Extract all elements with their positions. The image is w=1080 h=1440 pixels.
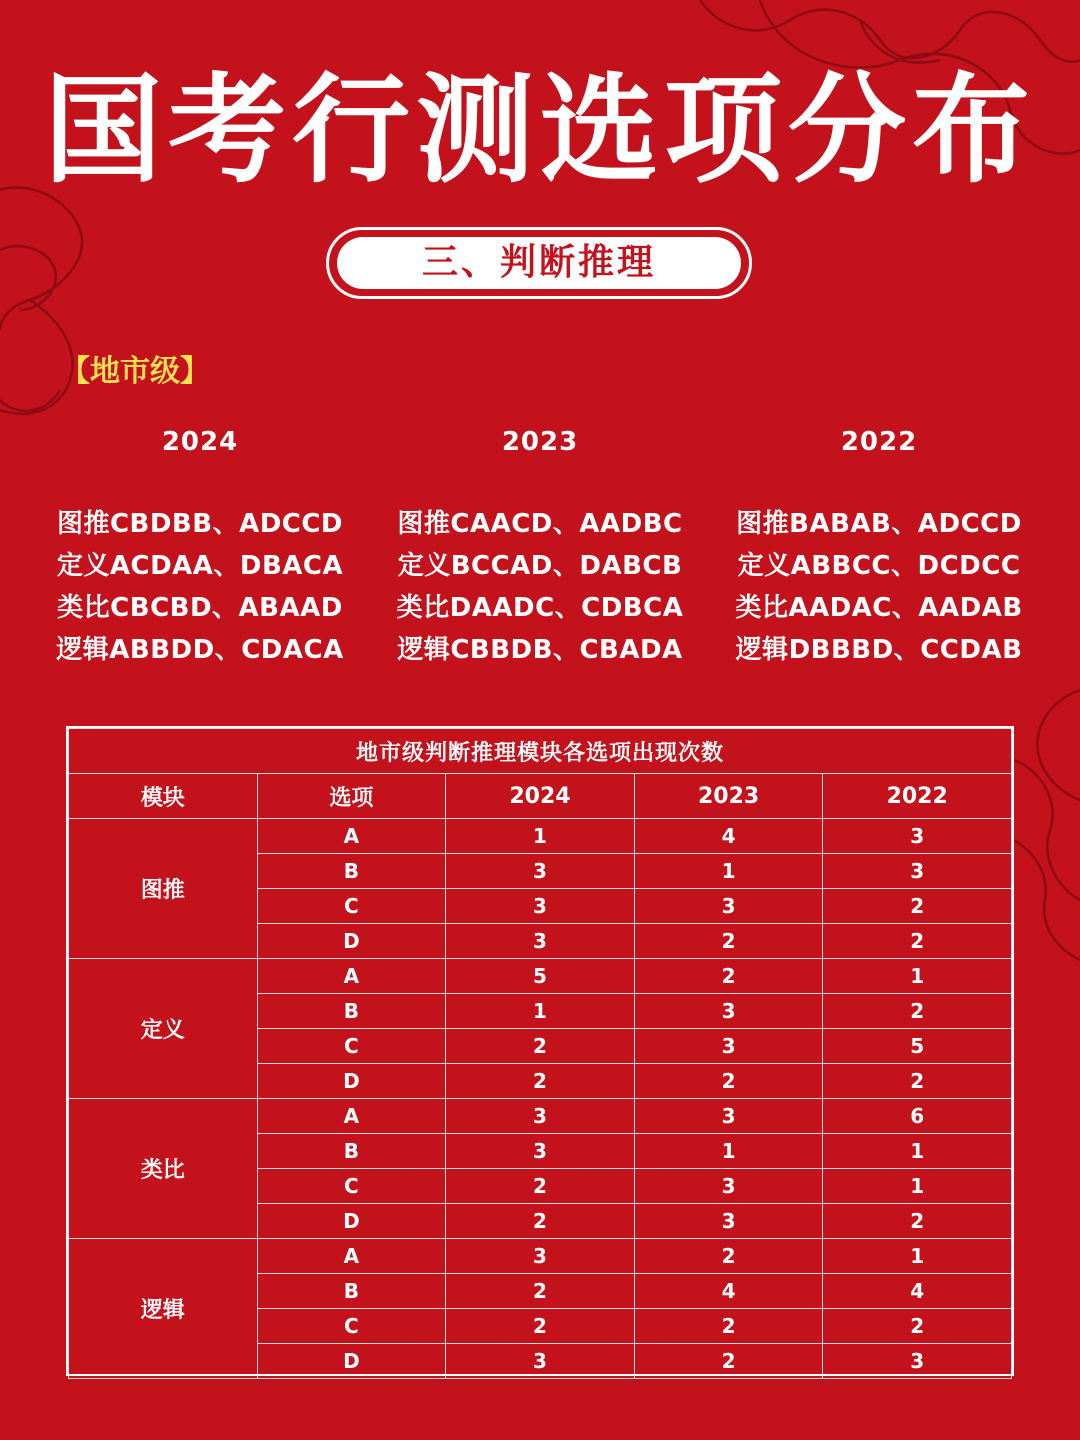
- column-header-2022: 2022: [823, 774, 1012, 819]
- count-cell-2022: 1: [823, 1169, 1012, 1204]
- count-cell-2024: 2: [446, 1204, 635, 1239]
- count-cell-2022: 3: [823, 819, 1012, 854]
- column-header-2023: 2023: [634, 774, 823, 819]
- answer-line: 图推CBDBB、ADCCD: [56, 509, 344, 539]
- count-cell-2022: 2: [823, 994, 1012, 1029]
- count-cell-2024: 3: [446, 1134, 635, 1169]
- count-cell-2023: 1: [634, 1134, 823, 1169]
- option-cell: A: [257, 819, 446, 854]
- count-cell-2024: 3: [446, 1099, 635, 1134]
- answer-line: 逻辑DBBBD、CCDAB: [735, 635, 1023, 665]
- module-name-cell: 定义: [69, 959, 258, 1099]
- option-cell: B: [257, 994, 446, 1029]
- count-cell-2023: 2: [634, 924, 823, 959]
- option-cell: A: [257, 1099, 446, 1134]
- answer-line: 定义BCCAD、DABCB: [397, 551, 683, 581]
- count-cell-2023: 3: [634, 1169, 823, 1204]
- year-headings: [0, 422, 1080, 462]
- count-cell-2023: 2: [634, 1064, 823, 1099]
- count-cell-2024: 3: [446, 889, 635, 924]
- option-cell: A: [257, 959, 446, 994]
- count-cell-2022: 4: [823, 1274, 1012, 1309]
- count-cell-2022: 1: [823, 959, 1012, 994]
- count-cell-2022: 2: [823, 1204, 1012, 1239]
- section-badge: [326, 227, 752, 299]
- option-cell: C: [257, 1309, 446, 1344]
- option-cell: B: [257, 854, 446, 889]
- option-cell: D: [257, 1064, 446, 1099]
- count-cell-2024: 3: [446, 1344, 635, 1379]
- column-header-module: 模块: [69, 774, 258, 819]
- count-cell-2022: 3: [823, 854, 1012, 889]
- table-row: [69, 1099, 1012, 1134]
- answer-line: 定义ACDAA、DBACA: [56, 551, 344, 581]
- answer-line: 图推BABAB、ADCCD: [736, 509, 1022, 539]
- count-cell-2024: 2: [446, 1029, 635, 1064]
- count-cell-2022: 6: [823, 1099, 1012, 1134]
- year-heading-2022: 2022: [840, 427, 918, 457]
- table-row: [69, 819, 1012, 854]
- count-cell-2023: 2: [634, 1239, 823, 1274]
- count-cell-2024: 3: [446, 1239, 635, 1274]
- year-heading-2024: 2024: [161, 427, 239, 457]
- count-cell-2024: 1: [446, 994, 635, 1029]
- count-cell-2024: 2: [446, 1309, 635, 1344]
- level-label: 【地市级】: [60, 354, 210, 389]
- option-cell: C: [257, 889, 446, 924]
- count-cell-2022: 1: [823, 1239, 1012, 1274]
- count-cell-2024: 3: [446, 924, 635, 959]
- count-cell-2023: 4: [634, 819, 823, 854]
- count-cell-2024: 2: [446, 1064, 635, 1099]
- option-cell: C: [257, 1029, 446, 1064]
- module-name-cell: 逻辑: [69, 1239, 258, 1379]
- count-cell-2024: 2: [446, 1169, 635, 1204]
- count-cell-2022: 1: [823, 1134, 1012, 1169]
- count-cell-2023: 2: [634, 1344, 823, 1379]
- count-cell-2022: 3: [823, 1344, 1012, 1379]
- table-caption: 地市级判断推理模块各选项出现次数: [69, 729, 1012, 774]
- option-cell: A: [257, 1239, 446, 1274]
- option-cell: D: [257, 1344, 446, 1379]
- page-title: 国考行测选项分布: [43, 61, 1036, 199]
- table-row: [69, 1239, 1012, 1274]
- count-cell-2023: 2: [634, 1309, 823, 1344]
- section-label: 三、判断推理: [337, 237, 741, 289]
- option-cell: D: [257, 924, 446, 959]
- answer-column-2024: [30, 503, 370, 671]
- answer-line: 类比DAADC、CDBCA: [396, 593, 684, 623]
- count-cell-2022: 2: [823, 924, 1012, 959]
- module-name-cell: 图推: [69, 819, 258, 959]
- count-cell-2022: 2: [823, 1064, 1012, 1099]
- answer-line: 图推CAACD、AADBC: [397, 509, 683, 539]
- module-name-cell: 类比: [69, 1099, 258, 1239]
- count-cell-2023: 3: [634, 1029, 823, 1064]
- count-cell-2024: 3: [446, 854, 635, 889]
- answer-line: 逻辑ABBDD、CDACA: [56, 635, 344, 665]
- answer-column-2022: [709, 503, 1049, 671]
- answer-line: 类比CBCBD、ABAAD: [57, 593, 343, 623]
- option-cell: D: [257, 1204, 446, 1239]
- count-cell-2023: 1: [634, 854, 823, 889]
- count-cell-2024: 1: [446, 819, 635, 854]
- option-cell: B: [257, 1274, 446, 1309]
- column-header-option: 选项: [257, 774, 446, 819]
- option-cell: B: [257, 1134, 446, 1169]
- count-cell-2022: 2: [823, 1309, 1012, 1344]
- count-cell-2023: 3: [634, 1204, 823, 1239]
- option-count-table: [66, 726, 1014, 1376]
- table-row: [69, 959, 1012, 994]
- stats-table: [68, 728, 1012, 1379]
- count-cell-2022: 2: [823, 889, 1012, 924]
- count-cell-2022: 5: [823, 1029, 1012, 1064]
- year-heading-2023: 2023: [501, 427, 579, 457]
- count-cell-2023: 4: [634, 1274, 823, 1309]
- count-cell-2024: 5: [446, 959, 635, 994]
- answer-line: 类比AADAC、AADAB: [735, 593, 1023, 623]
- table-body: [69, 819, 1012, 1379]
- answer-line: 定义ABBCC、DCDCC: [737, 551, 1021, 581]
- count-cell-2023: 2: [634, 959, 823, 994]
- count-cell-2024: 2: [446, 1274, 635, 1309]
- column-header-2024: 2024: [446, 774, 635, 819]
- answer-column-2023: [370, 503, 710, 671]
- count-cell-2023: 3: [634, 889, 823, 924]
- answer-line: 逻辑CBBDB、CBADA: [397, 635, 683, 665]
- option-cell: C: [257, 1169, 446, 1204]
- count-cell-2023: 3: [634, 994, 823, 1029]
- count-cell-2023: 3: [634, 1099, 823, 1134]
